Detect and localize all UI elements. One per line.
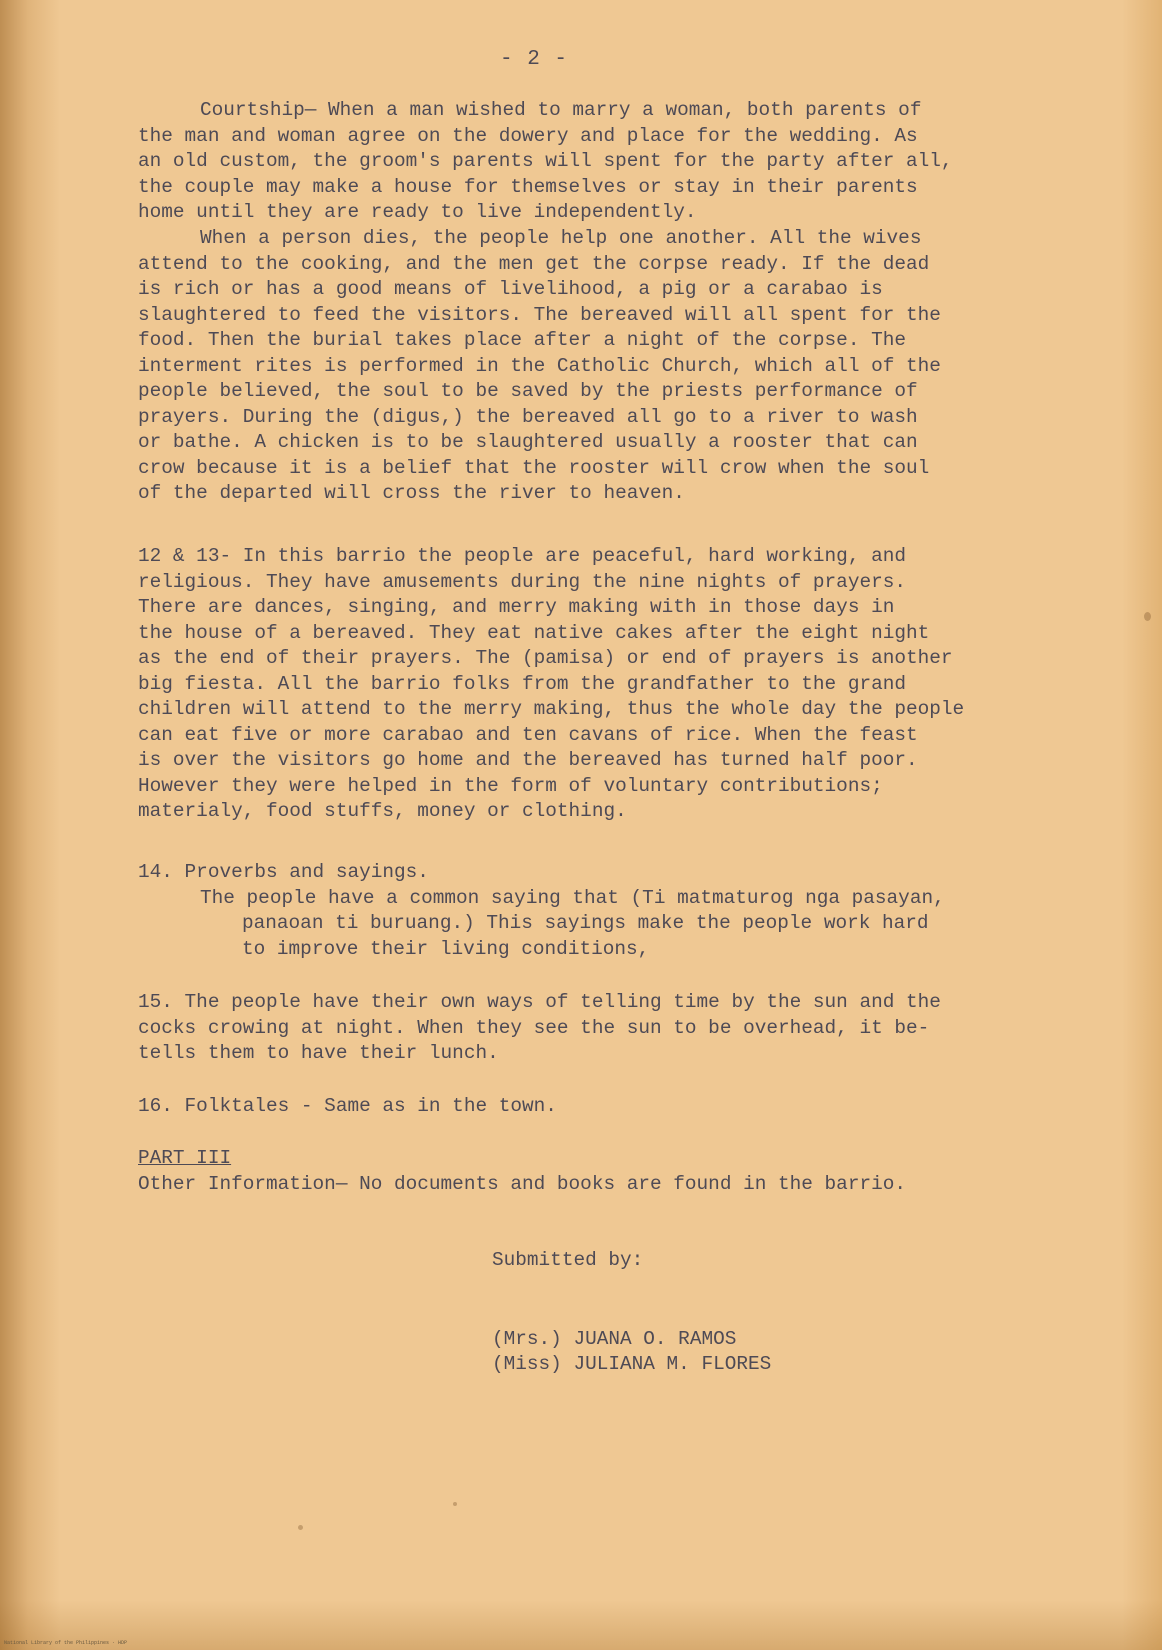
text-line: 12 & 13- In this barrio the people are peaceful, hard working, and (138, 545, 906, 567)
text-line: crow because it is a belief that the rooster will crow when the soul (138, 456, 930, 479)
submitted-by-label: Submitted by: (492, 1249, 644, 1271)
text-line: attend to the cooking, and the men get the corpse ready. If the dead (138, 252, 930, 275)
text-line: to improve their living conditions, (242, 937, 650, 960)
text-line: the man and woman agree on the dowery and place for the wedding. As (138, 124, 918, 147)
text-line: tells them to have their lunch. (138, 1042, 499, 1064)
text-line: as the end of their prayers. The (pamisa) or end of prayers is another (138, 647, 953, 669)
paper-stain (1144, 612, 1151, 621)
text-line: children will attend to the merry making, thus the whole day the people (138, 698, 965, 720)
courtship-paragraph (138, 98, 1068, 226)
text-line: The people have a common saying that (Ti matmaturog nga pasayan, (200, 886, 945, 909)
item-12-13-paragraph (138, 544, 1068, 825)
text-line: is rich or has a good means of livelihood, a pig or a carabao is (138, 278, 883, 300)
text-line: people believed, the soul to be saved by the priests performance of (138, 380, 918, 402)
text-line: There are dances, singing, and merry making with in those days in (138, 596, 895, 618)
signatory-name-2: (Miss) JULIANA M. FLORES (492, 1353, 772, 1375)
text-line: Other Information— No documents and books are found in the barrio. (138, 1172, 906, 1195)
text-line: or bathe. A chicken is to be slaughtered usually a rooster that can (138, 431, 918, 453)
part-3-section (138, 1146, 1068, 1197)
text-line: interment rites is performed in the Catholic Church, which all of the (138, 354, 941, 377)
text-line: can eat five or more carabao and ten cavans of rice. When the feast (138, 723, 918, 746)
item-16-paragraph (138, 1094, 1068, 1120)
text-line: 15. The people have their own ways of telling time by the sun and the (138, 991, 941, 1013)
text-line: food. Then the burial takes place after a night of the corpse. The (138, 329, 906, 351)
section-heading: 14. Proverbs and sayings. (138, 861, 429, 883)
text-line: an old custom, the groom's parents will spent for the party after all, (138, 150, 953, 172)
text-line: religious. They have amusements during the nine nights of prayers. (138, 570, 906, 593)
text-line: materialy, food stuffs, money or clothing. (138, 800, 627, 822)
text-line: the house of a bereaved. They eat native cakes after the eight night (138, 621, 930, 644)
text-line: home until they are ready to live independently. (138, 201, 697, 223)
text-line: prayers. During the (digus,) the bereaved all go to a river to wash (138, 405, 918, 428)
text-line: slaughtered to feed the visitors. The bereaved will all spent for the (138, 303, 941, 326)
item-15-paragraph (138, 990, 1068, 1067)
signatory-name-1: (Mrs.) JUANA O. RAMOS (492, 1328, 737, 1350)
text-line: is over the visitors go home and the bereaved has turned half poor. (138, 749, 918, 771)
text-line: big fiesta. All the barrio folks from the grandfather to the grand (138, 672, 906, 695)
item-14-proverbs (138, 860, 1068, 962)
text-line: cocks crowing at night. When they see the sun to be overhead, it be- (138, 1016, 930, 1039)
page-number: - 2 - (500, 48, 569, 71)
text-line: However they were helped in the form of voluntary contributions; (138, 774, 883, 797)
paper-stain (453, 1502, 457, 1506)
archive-footer: National Library of the Philippines · HDP (4, 1640, 128, 1646)
text-line: Courtship— When a man wished to marry a woman, both parents of (200, 99, 922, 121)
text-line: 16. Folktales - Same as in the town. (138, 1095, 557, 1117)
text-line: of the departed will cross the river to heaven. (138, 482, 685, 504)
section-heading: PART III (138, 1147, 232, 1169)
death-customs-paragraph (138, 226, 1068, 507)
paper-stain (298, 1525, 303, 1530)
text-line: panaoan ti buruang.) This sayings make the people work hard (242, 912, 929, 934)
text-line: When a person dies, the people help one another. All the wives (200, 227, 922, 249)
text-line: the couple may make a house for themselves or stay in their parents (138, 175, 918, 198)
